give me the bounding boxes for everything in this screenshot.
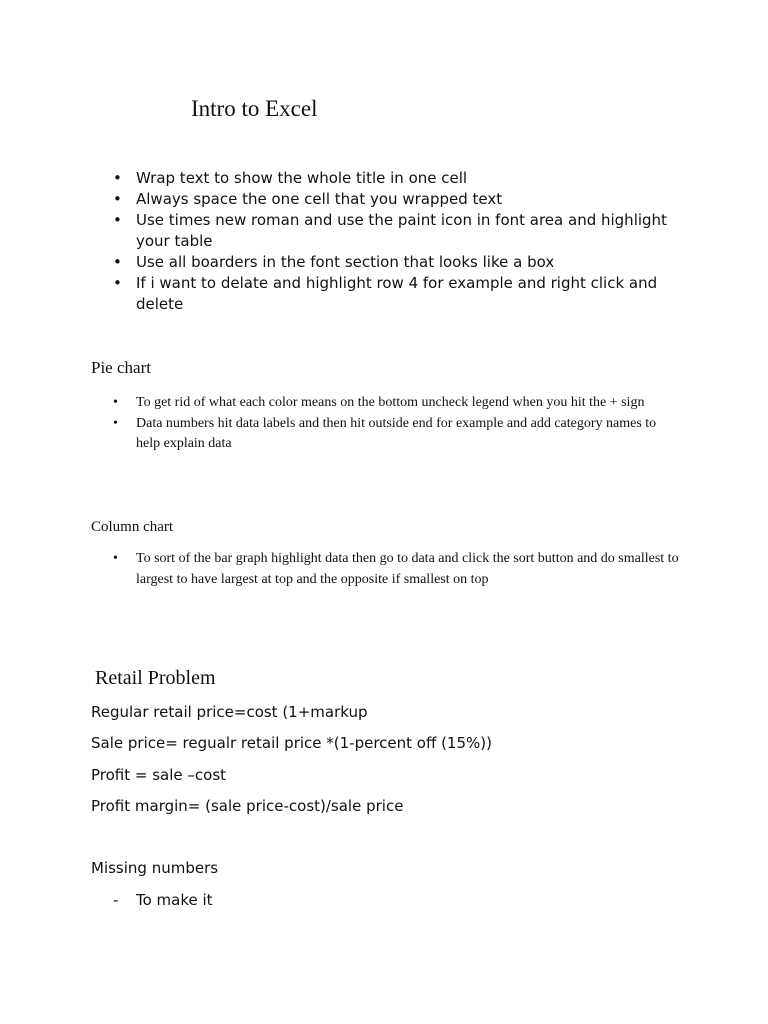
bullet-icon: • [113, 395, 118, 410]
list-item-text: Use times new roman and use the paint icon in font area and highlight your table [136, 211, 667, 250]
bullet-icon: • [113, 253, 122, 271]
list-item [91, 890, 213, 910]
missing-numbers-heading: Missing numbers [91, 859, 219, 877]
bullet-icon: • [113, 190, 122, 208]
list-item-text: To make it [136, 891, 213, 909]
dash-icon: - [113, 891, 119, 909]
list-item-text: To sort of the bar graph highlight data then go to data and click the sort button and do smallest to largest to have largest at top and the opposite if smallest on top [136, 551, 679, 587]
retail-problem-heading: Retail Problem [95, 667, 216, 689]
bullet-icon: • [113, 169, 122, 187]
profit-formula: Profit = sale –cost [91, 766, 227, 784]
regular-retail-price-formula: Regular retail price=cost (1+markup [91, 703, 368, 721]
list-item-text: Data numbers hit data labels and then hit outside end for example and add category names to help explain data [136, 415, 657, 451]
bullet-icon: • [113, 551, 118, 566]
list-item [91, 549, 681, 590]
bullet-icon: • [113, 415, 118, 431]
list-item [91, 252, 681, 273]
list-item [91, 210, 681, 252]
bullet-icon: • [113, 211, 122, 229]
pie-chart-heading: Pie chart [91, 358, 151, 377]
profit-margin-formula: Profit margin= (sale price-cost)/sale price [91, 797, 404, 815]
column-chart-bullet-list [91, 549, 681, 590]
list-item [91, 273, 681, 315]
list-item [91, 393, 681, 414]
list-item-text: Always space the one cell that you wrapped text [136, 190, 503, 208]
list-item-text: Wrap text to show the whole title in one cell [136, 169, 468, 187]
list-item [91, 414, 681, 455]
list-item [91, 189, 681, 210]
column-chart-heading: Column chart [91, 519, 174, 535]
bullet-icon: • [113, 274, 122, 292]
list-item [91, 168, 681, 189]
document-title: Intro to Excel [191, 96, 318, 121]
list-item-text: If i want to delate and highlight row 4 for example and right click and delete [136, 274, 658, 313]
missing-numbers-list [91, 890, 213, 910]
list-item-text: Use all boarders in the font section that looks like a box [136, 253, 555, 271]
list-item-text: To get rid of what each color means on the bottom uncheck legend when you hit the + sign [136, 395, 645, 410]
pie-chart-bullet-list [91, 393, 681, 455]
intro-bullet-list [91, 168, 681, 315]
sale-price-formula: Sale price= regualr retail price *(1-percent off (15%)) [91, 734, 492, 752]
